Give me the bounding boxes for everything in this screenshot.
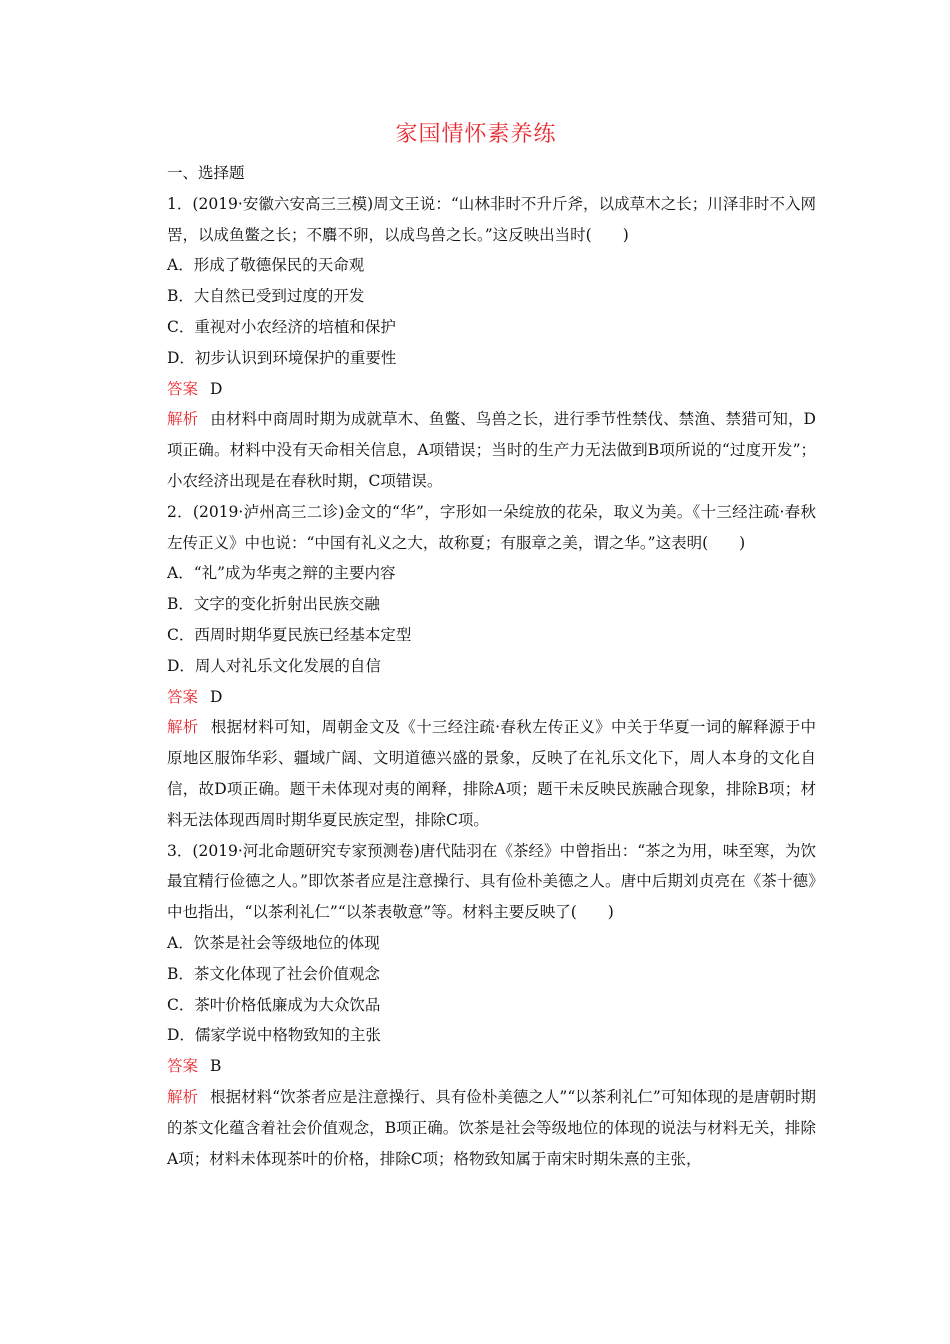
question-stem: 3．(2019·河北命题研究专家预测卷)唐代陆羽在《茶经》中曾指出：“茶之为用，味至寒，为饮最宜精行俭德之人。”即饮茶者应是注意操行、具有俭朴美德之人。唐中后期刘贞亮在《茶十德》中也指出，“以茶利礼仁”“以茶表敬意”等。材料主要反映了( ): [167, 841, 816, 922]
question-1: [136, 189, 816, 497]
option-d: D．儒家学说中格物致知的主张: [167, 1026, 381, 1045]
document-page: [136, 118, 816, 1174]
question-3: [136, 836, 816, 1175]
option-b: B．大自然已受到过度的开发: [167, 287, 365, 306]
analysis-paragraph: [136, 712, 816, 835]
answer-label: 答案: [167, 379, 199, 398]
option-a: A．“礼”成为华夷之辩的主要内容: [167, 564, 396, 583]
analysis-label: 解析: [167, 718, 199, 737]
analysis-paragraph: [136, 1082, 816, 1174]
analysis-label: 解析: [167, 1087, 199, 1106]
answer-value: D: [210, 687, 223, 706]
answer-line: [136, 1051, 816, 1082]
option-a: A．形成了敬德保民的天命观: [167, 256, 365, 275]
option-d: D．周人对礼乐文化发展的自信: [167, 656, 381, 675]
option-c: C．茶叶价格低廉成为大众饮品: [167, 995, 381, 1014]
section-heading: 一、选择题: [167, 164, 245, 182]
analysis-label: 解析: [167, 410, 199, 429]
analysis-text: 根据材料“饮茶者应是注意操行、具有俭朴美德之人”“以茶利礼仁”可知体现的是唐朝时期的茶文化蕴含着社会价值观念，B项正确。饮茶是社会等级地位的体现的说法与材料无关，排除A项；材料未体现茶叶的价格，排除C项；格物致知属于南宋时期朱熹的主张，: [167, 1087, 816, 1168]
answer-value: D: [210, 379, 223, 398]
answer-label: 答案: [167, 687, 199, 706]
answer-label: 答案: [167, 1057, 199, 1076]
answer-line: [136, 682, 816, 713]
option-b: B．文字的变化折射出民族交融: [167, 595, 380, 614]
option-a: A．饮茶是社会等级地位的体现: [167, 933, 380, 952]
answer-value: B: [210, 1057, 222, 1076]
page-title: 家国情怀素养练: [395, 122, 557, 147]
option-d: D．初步认识到环境保护的重要性: [167, 348, 397, 367]
question-stem: 1．(2019·安徽六安高三三模)周文王说：“山林非时不升斤斧，以成草木之长；川泽非时不入网罟，以成鱼鳖之长；不麛不卵，以成鸟兽之长。”这反映出当时( ): [167, 194, 816, 244]
option-b: B．茶文化体现了社会价值观念: [167, 964, 380, 983]
analysis-paragraph: [136, 404, 816, 496]
option-c: C．西周时期华夏民族已经基本定型: [167, 625, 412, 644]
question-2: [136, 497, 816, 836]
answer-line: [136, 374, 816, 405]
option-c: C．重视对小农经济的培植和保护: [167, 317, 396, 336]
analysis-text: 由材料中商周时期为成就草木、鱼鳖、鸟兽之长，进行季节性禁伐、禁渔、禁猎可知，D项正确。材料中没有天命相关信息，A项错误；当时的生产力无法做到B项所说的“过度开发”；小农经济出现是在春秋时期，C项错误。: [167, 410, 816, 490]
question-stem: 2．(2019·泸州高三二诊)金文的“华”，字形如一朵绽放的花朵，取义为美。《十三经注疏·春秋左传正义》中也说：“中国有礼义之大，故称夏；有服章之美，谓之华。”这表明( ): [167, 502, 816, 552]
analysis-text: 根据材料可知，周朝金文及《十三经注疏·春秋左传正义》中关于华夏一词的解释源于中原地区服饰华彩、疆域广阔、文明道德兴盛的景象，反映了在礼乐文化下，周人本身的文化自信，故D项正确。题干未体现对夷的阐释，排除A项；题干未反映民族融合现象，排除B项；材料无法体现西周时期华夏民族定型，排除C项。: [167, 718, 816, 829]
